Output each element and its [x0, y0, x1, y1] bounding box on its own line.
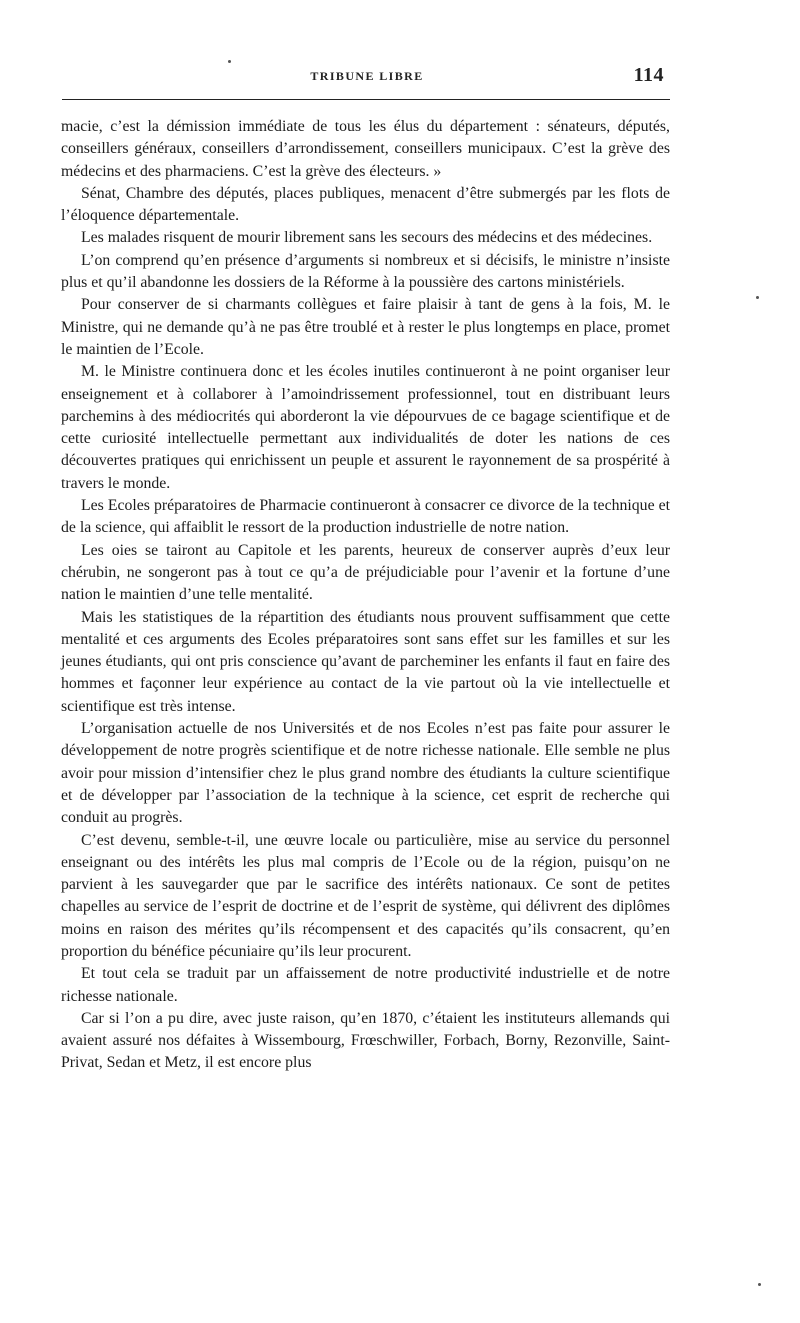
paragraph-13: Car si l’on a pu dire, avec juste raison, qu’en 1870, c’étaient les instituteurs allemands qui avaient assuré nos défaites à Wissembourg, Frœschwiller, Forbach, Borny, Rezonville, Saint-Privat, Sedan et Metz, il est encore plus — [61, 1009, 670, 1072]
paragraph-2: Sénat, Chambre des députés, places publiques, menacent d’être submergés par les flots de l’éloquence départementale. — [61, 184, 670, 225]
page-number: 114 — [633, 64, 664, 86]
header-rule — [62, 99, 670, 100]
paragraph-5: Pour conserver de si charmants collègues et faire plaisir à tant de gens à la fois, M. le Ministre, qui ne demande qu’à ne pas être troublé et à rester le plus longtemps en place, promet le maintien de l’Ecole. — [61, 296, 670, 358]
scan-speck — [756, 296, 759, 299]
paragraph-8: Les oies se tairont au Capitole et les parents, heureux de conserver auprès d’eux leur chérubin, ne songeront pas à tout ce qu’a de préjudiciable pour l’avenir et la fortune d’une nation le maintien d’une telle mentalité. — [61, 541, 670, 604]
paragraph-12: Et tout cela se traduit par un affaissement de notre productivité industrielle et de notre richesse nationale. — [61, 965, 670, 1005]
paragraph-7: Les Ecoles préparatoires de Pharmacie continueront à consacrer ce divorce de la technique et de la science, qui affaiblit le ressort de la production industrielle de notre nation. — [61, 497, 670, 537]
body-text — [61, 116, 670, 1075]
paragraph-10: L’organisation actuelle de nos Universités et de nos Ecoles n’est pas faite pour assurer le développement de notre progrès scientifique et de notre richesse nationale. Elle semble ne plus avoir pour mission d’intensifier chez le plus grand nombre des étudiants la culture scientifique et de développer par l’association de la technique à la science, cet esprit de recherche qui conduit au progrès. — [61, 720, 670, 827]
scan-speck — [758, 1283, 761, 1286]
paragraph-4: L’on comprend qu’en présence d’arguments si nombreux et si décisifs, le ministre n’insiste plus et qu’il abandonne les dossiers de la Réforme à la poussière des cartons ministériels. — [61, 251, 670, 292]
paragraph-6: M. le Ministre continuera donc et les écoles inutiles continueront à ne point organiser leur enseignement et à collaborer à l’amoindrissement professionnel, tout en distribuant leurs parchemins à des médiocrités qui aborderont la vie dépourvues de ce bagage scientifique et de cette curiosité intellectuelle permettant aux individualités de doter les nations de ces découvertes pratiques qui enrichissent un peuple et assurent le rayonnement de sa prospérité à travers le monde. — [61, 363, 670, 492]
paragraph-1: macie, c’est la démission immédiate de tous les élus du département : sénateurs, députés, conseillers généraux, conseillers d’arrondissement, conseillers municipaux. C’est la grève des médecins et des pharmaciens. C’est la grève des électeurs. » — [61, 118, 670, 180]
paragraph-11: C’est devenu, semble-t-il, une œuvre locale ou particulière, mise au service du personnel enseignant ou des intérêts les plus mal compris de l’Ecole ou de la région, puisqu’on ne parvient à les sauvegarder que par le sacrifice des intérêts nationaux. Ce sont de petites chapelles au service de l’esprit de doctrine et de l’esprit de système, qui délivrent des diplômes moins en raison des mérites qu’ils récompensent et des capacités qu’ils consacrent, qu’en proportion du bénéfice pécuniaire qu’ils leur procurent. — [61, 831, 670, 960]
page-header — [62, 64, 672, 88]
paragraph-3: Les malades risquent de mourir librement sans les secours des médecins et des médecines. — [81, 229, 653, 247]
paragraph-9: Mais les statistiques de la répartition des étudiants nous prouvent suffisamment que cette mentalité et ces arguments des Ecoles préparatoires sont sans effet sur les familles et sur les jeunes étudiants, qui ont pris conscience qu’avant de parcheminer les enfants il faut en faire des hommes et façonner leur expérience au contact de la vie partout où la vie intellectuelle et scientifique est très intense. — [61, 608, 670, 715]
scan-speck — [228, 60, 231, 63]
running-title: TRIBUNE LIBRE — [310, 69, 424, 83]
